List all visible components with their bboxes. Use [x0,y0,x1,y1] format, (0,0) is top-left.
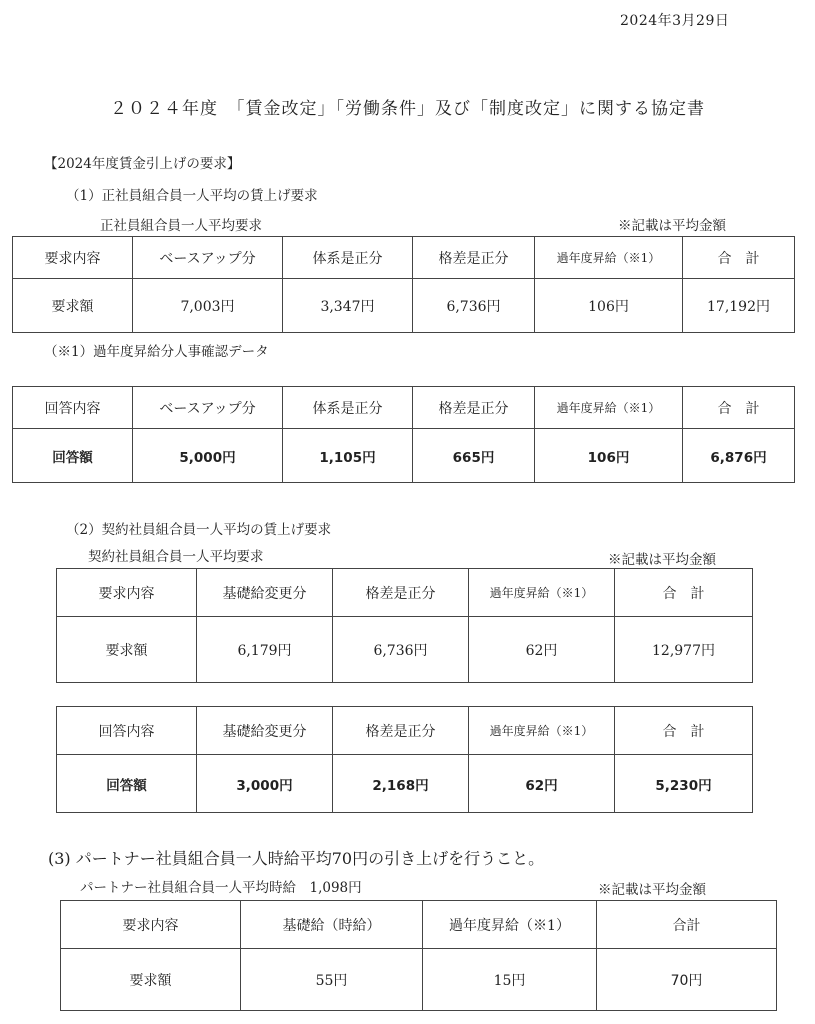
header-cell: ベースアップ分 [133,237,283,279]
sec2-note: ※記載は平均金額 [608,552,716,568]
value-cell: 12,977円 [615,617,753,683]
table-header-row [13,237,795,279]
table-header-row [61,901,777,949]
table-header-row [57,569,753,617]
sec1-answer-table [12,386,795,483]
header-cell: 過年度昇給（※1） [535,387,683,429]
value-cell: 3,347円 [283,279,413,333]
table-row [13,429,795,483]
header-cell: 過年度昇給（※1） [535,237,683,279]
row-label-cell: 回答額 [57,755,197,813]
value-cell: 106円 [535,279,683,333]
row-label-cell: 要求額 [13,279,133,333]
value-cell: 6,736円 [413,279,535,333]
document-title: ２０２４年度 「賃金改定」「労働条件」及び「制度改定」に関する協定書 [110,99,705,119]
value-cell: 6,736円 [333,617,469,683]
table-row [57,755,753,813]
header-cell: 要求内容 [13,237,133,279]
header-cell: 回答内容 [13,387,133,429]
header-cell: 合 計 [615,707,753,755]
value-cell: 106円 [535,429,683,483]
row-label-cell: 要求額 [61,949,241,1011]
value-cell: 5,000円 [133,429,283,483]
sec1-note: ※記載は平均金額 [618,218,726,234]
header-cell: 合 計 [615,569,753,617]
value-cell: 6,179円 [197,617,333,683]
table-row [57,617,753,683]
value-cell: 5,230円 [615,755,753,813]
header-cell: 回答内容 [57,707,197,755]
table-header-row [13,387,795,429]
sec2-subheading: 契約社員組合員一人平均要求 [88,549,264,565]
header-cell: 合 計 [683,387,795,429]
value-cell: 1,105円 [283,429,413,483]
row-label-cell: 要求額 [57,617,197,683]
value-cell: 3,000円 [197,755,333,813]
header-cell: 合計 [597,901,777,949]
table-header-row [57,707,753,755]
value-cell: 665円 [413,429,535,483]
header-cell: 格差是正分 [333,707,469,755]
header-cell: 体系是正分 [283,237,413,279]
header-cell: 要求内容 [57,569,197,617]
header-cell: 格差是正分 [333,569,469,617]
value-cell: 15円 [423,949,597,1011]
sec1-heading: （1）正社員組合員一人平均の賃上げ要求 [66,188,318,204]
header-cell: ベースアップ分 [133,387,283,429]
sec2-heading: （2）契約社員組合員一人平均の賃上げ要求 [66,522,332,538]
sec1-footnote: （※1）過年度昇給分人事確認データ [44,344,269,360]
value-cell: 6,876円 [683,429,795,483]
header-cell: 格差是正分 [413,387,535,429]
value-cell: 17,192円 [683,279,795,333]
value-cell: 7,003円 [133,279,283,333]
header-cell: 過年度昇給（※1） [423,901,597,949]
header-cell: 過年度昇給（※1） [469,569,615,617]
sec3-note: ※記載は平均金額 [598,882,706,898]
value-cell: 55円 [241,949,423,1011]
header-cell: 格差是正分 [413,237,535,279]
header-cell: 合 計 [683,237,795,279]
sec2-answer-table [56,706,753,813]
sec1-request-table [12,236,795,333]
sec1-subheading: 正社員組合員一人平均要求 [100,218,262,234]
value-cell: 2,168円 [333,755,469,813]
sec2-request-table [56,568,753,683]
table-row [61,949,777,1011]
document-date: 2024年3月29日 [620,13,730,29]
header-cell: 要求内容 [61,901,241,949]
header-cell: 体系是正分 [283,387,413,429]
sec3-subheading: パートナー社員組合員一人平均時給 1,098円 [80,880,362,896]
sec3-heading: (3) パートナー社員組合員一人時給平均70円の引き上げを行うこと。 [48,849,545,868]
value-cell: 70円 [597,949,777,1011]
header-cell: 過年度昇給（※1） [469,707,615,755]
row-label-cell: 回答額 [13,429,133,483]
sec3-request-table [60,900,777,1011]
header-cell: 基礎給（時給） [241,901,423,949]
table-row [13,279,795,333]
header-cell: 基礎給変更分 [197,707,333,755]
section-heading: 【2024年度賃金引上げの要求】 [44,156,241,172]
value-cell: 62円 [469,617,615,683]
value-cell: 62円 [469,755,615,813]
header-cell: 基礎給変更分 [197,569,333,617]
